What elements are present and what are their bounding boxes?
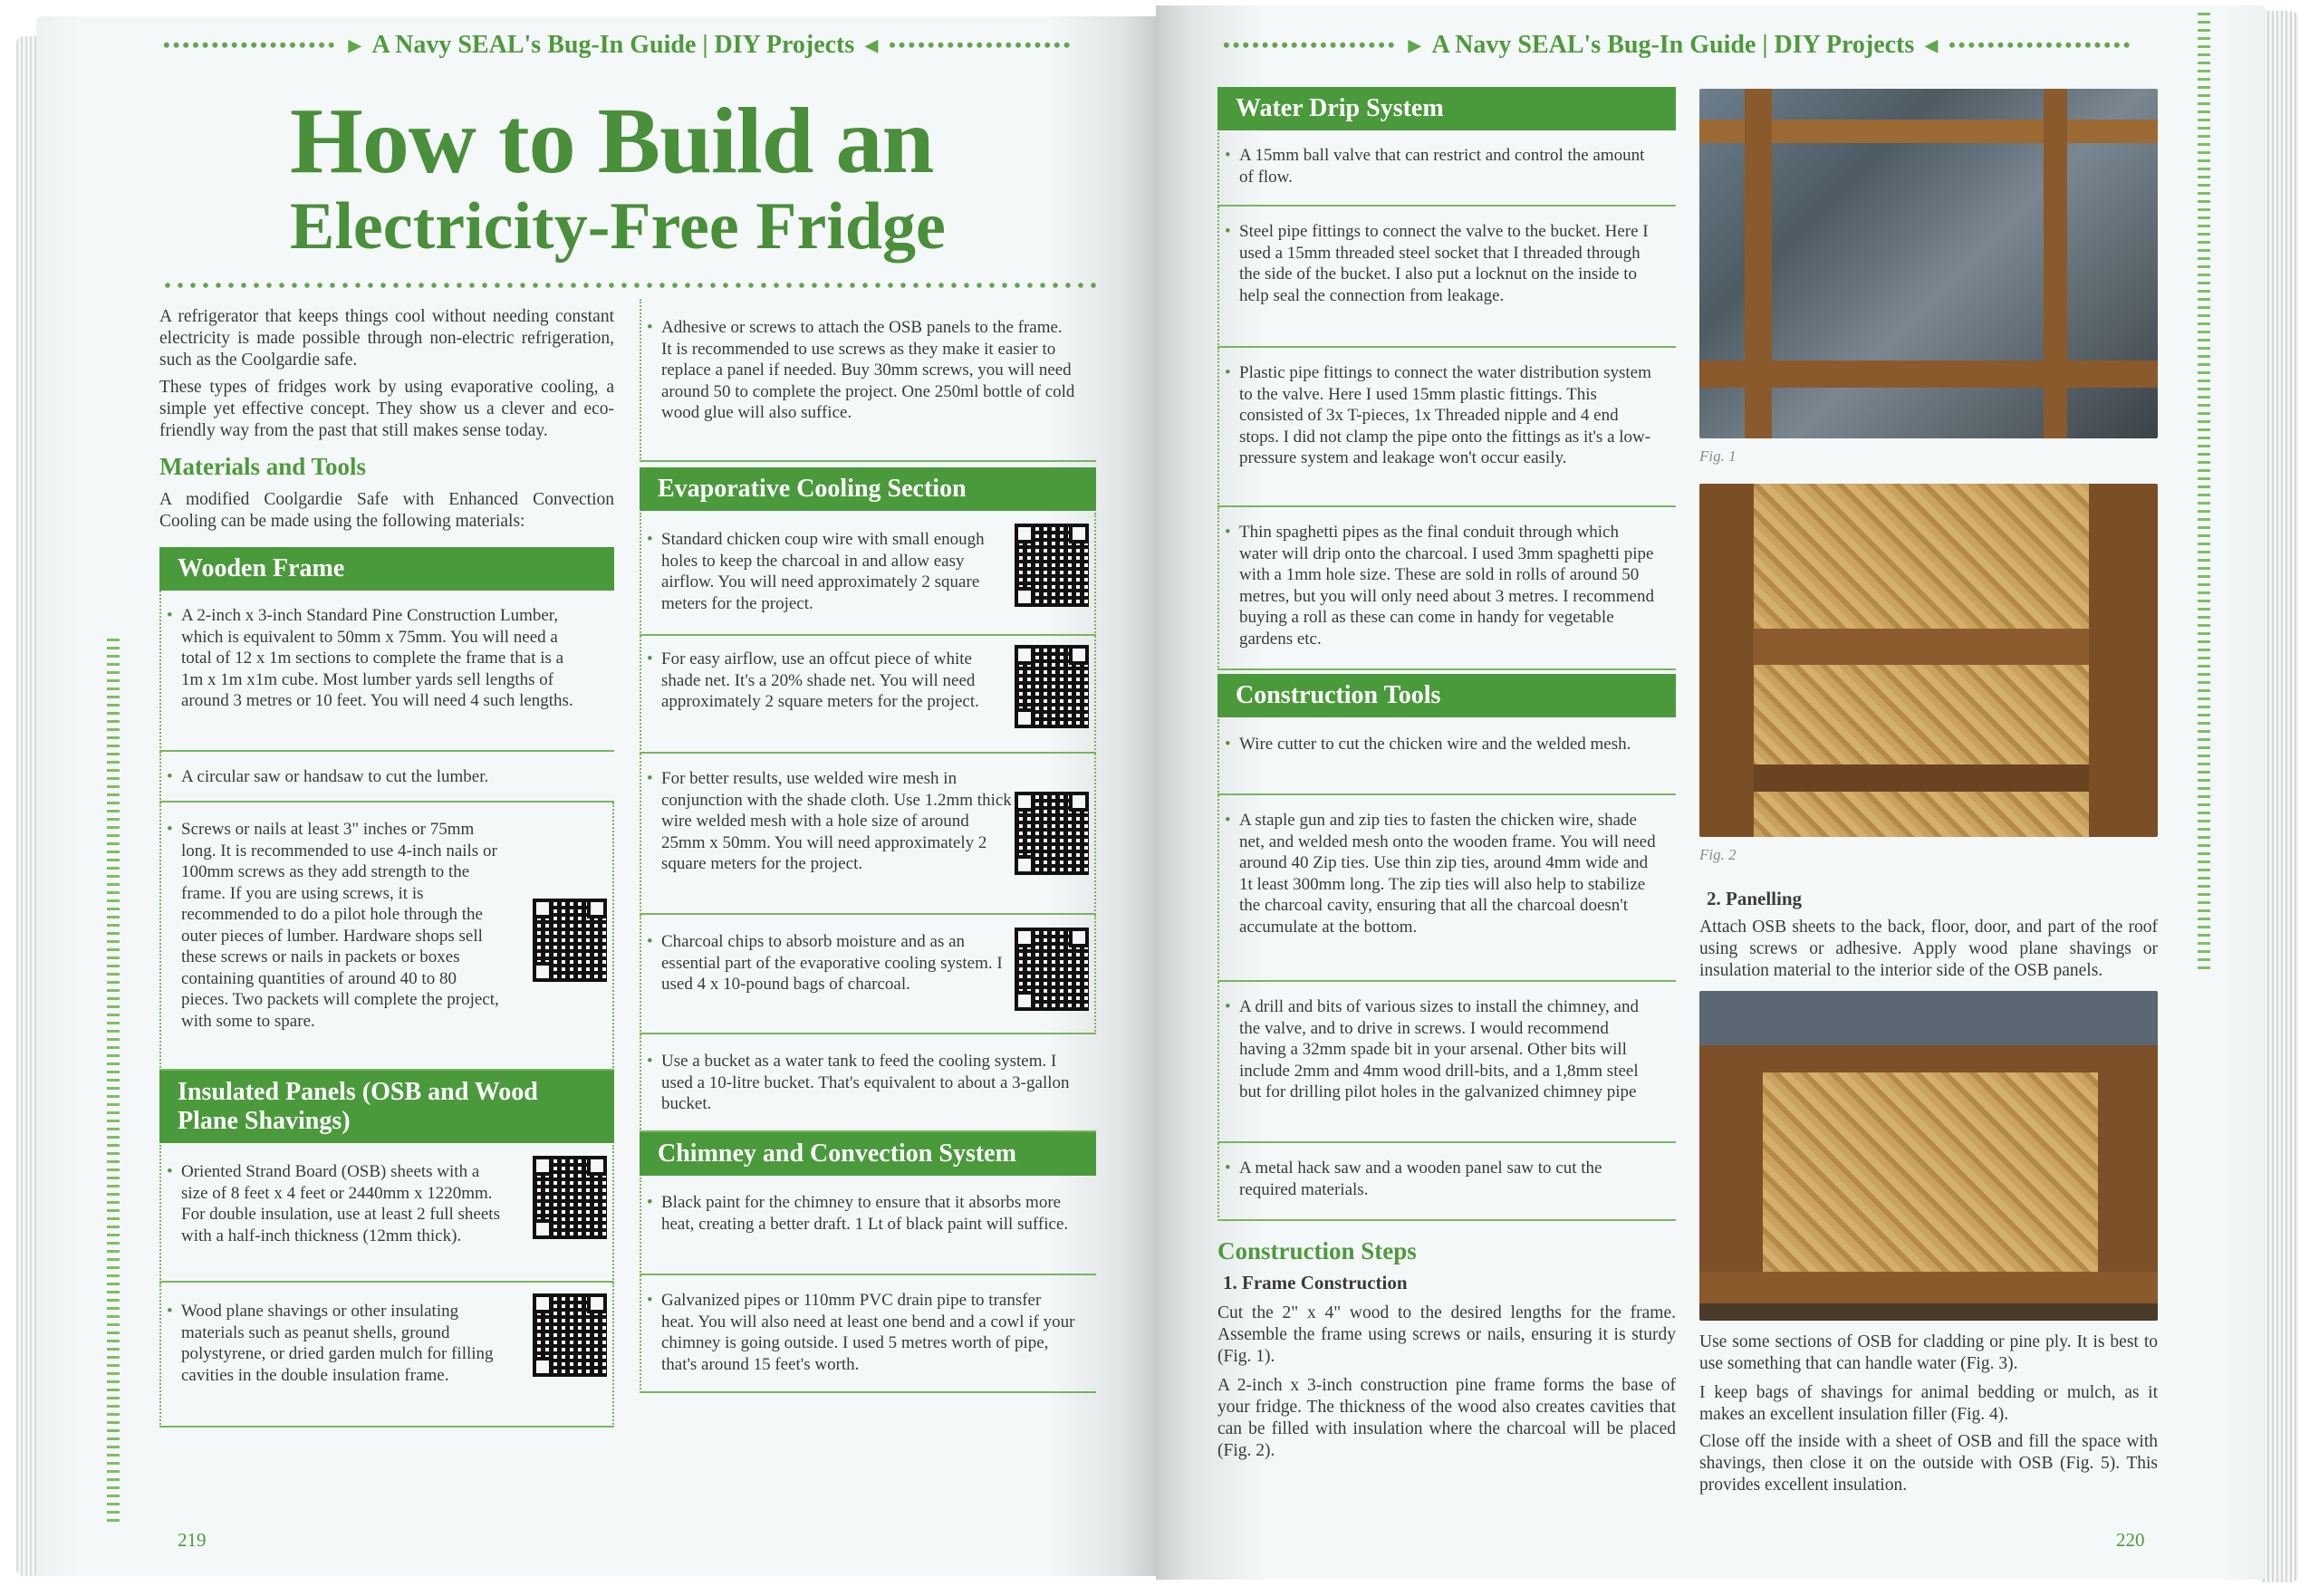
list-item (640, 299, 1096, 462)
step2-paragraph-2: Use some sections of OSB for cladding or pine ply. It is best to use something that can handle water (Fig. 3). (1699, 1332, 2158, 1373)
list-item-text: • Standard chicken coup wire with small enough holes to keep the charcoal in and allow easy airflow. You will need approximately 2 square meters for the project. (661, 529, 1015, 614)
page-number-left: 219 (178, 1529, 207, 1551)
step2-title: 2. Panelling (1707, 888, 1803, 909)
list-item-text: • Steel pipe fittings to connect the valve to the bucket. Here I used a 15mm threaded steel socket that I threaded through the side of the bucket. I also put a locknut on the inside to help seal the connection from leakage. (1239, 221, 1656, 306)
list-item-text: • A 15mm ball valve that can restrict and control the amount of flow. (1239, 145, 1656, 187)
figure-2-photo (1699, 484, 2158, 837)
intro-paragraph-1: A refrigerator that keeps things cool without needing constant electricity is made possible through non-electric refrigeration, such as the Coolgardie safe. (159, 307, 614, 370)
list-item (1217, 207, 1676, 348)
list-item-text: • Adhesive or screws to attach the OSB panels to the frame. It is recommended to use screws as they make it easier to replace a panel if needed. Buy 30mm screws, you will need around 50 to complete the project. One 250ml bottle of cold wood glue will also suffice. (661, 317, 1076, 424)
qr-code-icon (533, 1293, 607, 1377)
figure-1-caption: Fig. 1 (1699, 447, 1737, 465)
list-item (1217, 982, 1676, 1143)
step1-paragraph-2: A 2-inch x 3-inch construction pine frame forms the base of your fridge. The thickness of the wood also creates cavities that can be filled with insulation where the charcoal will be placed (Fig. 2). (1217, 1376, 1676, 1460)
list-item-text: • A 2-inch x 3-inch Standard Pine Construction Lumber, which is equivalent to 50mm x 75mm. You will need a total of 12 x 1m sections to complete the frame that is a 1m x 1m x1m cube. Most lumber yards sell lengths of around 3 metres or 10 feet. You will need 4 such lengths. (181, 605, 589, 712)
page-number-right: 220 (2116, 1529, 2145, 1551)
page-title-line2: Electricity-Free Fridge (290, 189, 946, 264)
right-margin-bar (2198, 9, 2210, 969)
qr-code-icon (533, 899, 607, 982)
intro-paragraph-2: These types of fridges work by using evaporative cooling, a simple yet effective concept. They show us a clever and eco-friendly way from the past that still makes sense today. (159, 378, 614, 440)
construction-steps-heading: Construction Steps (1217, 1237, 1417, 1264)
qr-code-icon (533, 1156, 607, 1239)
figure-2-caption: Fig. 2 (1699, 846, 1737, 863)
step2-paragraph-3: I keep bags of shavings for animal bedding or mulch, as it makes an excellent insulation filler (Fig. 4). (1699, 1383, 2158, 1424)
list-item (1217, 795, 1676, 982)
running-header-right (1223, 31, 2132, 60)
step1-title: 1. Frame Construction (1223, 1272, 1408, 1293)
list-item-text: • Plastic pipe fittings to connect the water distribution system to the valve. Here I used 15mm plastic fittings. This consisted of 3x T-pieces, 1x Threaded nipple and 4 end stops. I did not clamp the pipe onto the fittings as it's a low-pressure system and leakage won't occur easily. (1239, 362, 1656, 469)
header-dots-right: ••••••••••••••••••• (889, 34, 1073, 56)
chimney-heading: Chimney and Convection System (640, 1132, 1096, 1176)
step2-paragraph-4: Close off the inside with a sheet of OSB and fill the space with shavings, then close it on the outside with OSB (Fig. 5). This provides excellent insulation. (1699, 1432, 2158, 1495)
qr-code-icon (1015, 645, 1089, 728)
wooden-frame-heading: Wooden Frame (159, 547, 614, 591)
figure-1-photo (1699, 89, 2158, 438)
list-item (640, 1178, 1096, 1275)
running-header-text: A Navy SEAL's Bug-In Guide | DIY Projects (1431, 31, 1915, 59)
arrow-right-icon: ▶ (1408, 35, 1421, 54)
running-header-left (163, 31, 1073, 60)
left-margin-bar (107, 634, 120, 1522)
qr-code-icon (1015, 928, 1089, 1011)
list-item-text: • Galvanized pipes or 110mm PVC drain pipe to transfer heat. You will also need at least one bend and a cowl if your chimney is going outside. I used 5 metres worth of pipe, that's around 15 feet's worth. (661, 1290, 1076, 1375)
list-item (1217, 132, 1676, 207)
water-drip-heading: Water Drip System (1217, 87, 1676, 130)
list-item (159, 591, 614, 752)
list-item-text: • Wire cutter to cut the chicken wire and the welded mesh. (1239, 734, 1656, 755)
materials-text: A modified Coolgardie Safe with Enhanced Convection Cooling can be made using the following materials: (159, 490, 614, 531)
step2-paragraph-1: Attach OSB sheets to the back, floor, door, and part of the roof using screws or adhesive. Apply wood plane shavings or insulation material to the interior side of the OSB panels. (1699, 918, 2158, 980)
list-item-text: • For easy airflow, use an offcut piece of white shade net. It's a 20% shade net. You will need approximately 2 square meters for the project. (661, 649, 1015, 713)
list-item (159, 752, 614, 803)
construction-tools-heading: Construction Tools (1217, 674, 1676, 717)
list-item-text: • Charcoal chips to absorb moisture and as an essential part of the evaporative cooling system. I used 4 x 10-pound bags of charcoal. (661, 931, 1015, 995)
list-item (640, 1034, 1096, 1132)
header-dots-left: •••••••••••••••••• (1223, 34, 1398, 56)
list-item-text: • A staple gun and zip ties to fasten the chicken wire, shade net, and welded mesh onto the wooden frame. You will need around 40 Zip ties. Use thin zip ties, around 4mm wide and 1t least 300mm long. The zip ties will also help to stabilize the charcoal cavity, ensuring that all the charcoal doesn't accumulate at the bottom. (1239, 810, 1656, 937)
step1-paragraph-1: Cut the 2" x 4" wood to the desired lengths for the frame. Assemble the frame using screws or nails, ensuring it is sturdy (Fig. 1). (1217, 1303, 1676, 1366)
title-divider (161, 283, 1100, 288)
list-item (1217, 1143, 1676, 1221)
insulated-panels-heading: Insulated Panels (OSB and Wood Plane Shavings) (159, 1071, 614, 1143)
arrow-left-icon: ◀ (1925, 35, 1939, 54)
list-item-text: • Black paint for the chimney to ensure that it absorbs more heat, creating a better draft. 1 Lt of black paint will suffice. (661, 1192, 1076, 1235)
qr-code-icon (1015, 792, 1089, 875)
list-item (1217, 719, 1676, 795)
evaporative-cooling-heading: Evaporative Cooling Section (640, 467, 1096, 511)
header-dots-right: ••••••••••••••••••• (1949, 34, 2133, 56)
page-stack-right (2260, 11, 2298, 1582)
list-item-text: • For better results, use welded wire mesh in conjunction with the shade cloth. Use 1.2mm thick wire welded mesh with a hole size of around 25mm x 50mm. You will need approximately 2 square meters for the project. (661, 768, 1015, 875)
list-item-text: • Oriented Strand Board (OSB) sheets with a size of 8 feet x 4 feet or 2440mm x 1220mm. For double insulation, use at least 2 full sheets with a half-inch thickness (12mm thick). (181, 1161, 500, 1246)
page-title-line1: How to Build an (290, 89, 934, 193)
list-item-text: • A metal hack saw and a wooden panel saw to cut the required materials. (1239, 1158, 1656, 1200)
header-dots-left: •••••••••••••••••• (163, 34, 338, 56)
arrow-left-icon: ◀ (865, 35, 879, 54)
running-header-text: A Navy SEAL's Bug-In Guide | DIY Projects (371, 31, 855, 59)
materials-heading: Materials and Tools (159, 453, 367, 480)
list-item-text: • A circular saw or handsaw to cut the lumber. (181, 766, 589, 788)
list-item-text: • Use a bucket as a water tank to feed the cooling system. I used a 10-litre bucket. That's equivalent to about a 3-gallon bucket. (661, 1051, 1076, 1115)
list-item (1217, 348, 1676, 507)
figure-3-photo (1699, 991, 2158, 1321)
list-item-text: • Wood plane shavings or other insulating materials such as peanut shells, ground polystyrene, or dried garden mulch for filling cavities in the double insulation frame. (181, 1301, 500, 1386)
qr-code-icon (1015, 524, 1089, 607)
list-item-text: • Screws or nails at least 3" inches or 75mm long. It is recommended to use 4-inch nails or 100mm screws as they add strength to the frame. If you are using screws, it is recommended to do a pilot hole through the outer pieces of lumber. Hardware shops sell these screws or nails in packets or boxes containing quantities of around 40 to 80 pieces. Two packets will complete the project, with some to spare. (181, 819, 500, 1032)
list-item (1217, 507, 1676, 670)
list-item (640, 1275, 1096, 1393)
list-item-text: • A drill and bits of various sizes to install the chimney, and the valve, and to drive in screws. I would recommend having a 32mm spade bit in your arsenal. Other bits will include 2mm and 4mm wood drill-bits, and a 1,8mm steel but for drilling pilot holes in the galvanized chimney pipe (1239, 996, 1656, 1103)
arrow-right-icon: ▶ (348, 35, 361, 54)
list-item-text: • Thin spaghetti pipes as the final conduit through which water will drip onto the charcoal. I used 3mm spaghetti pipe with a 1mm hole size. These are sold in rolls of around 50 metres, but you will only need about 3 metres. I recommend buying a roll as these can come in handy for vegetable gardens etc. (1239, 522, 1656, 649)
